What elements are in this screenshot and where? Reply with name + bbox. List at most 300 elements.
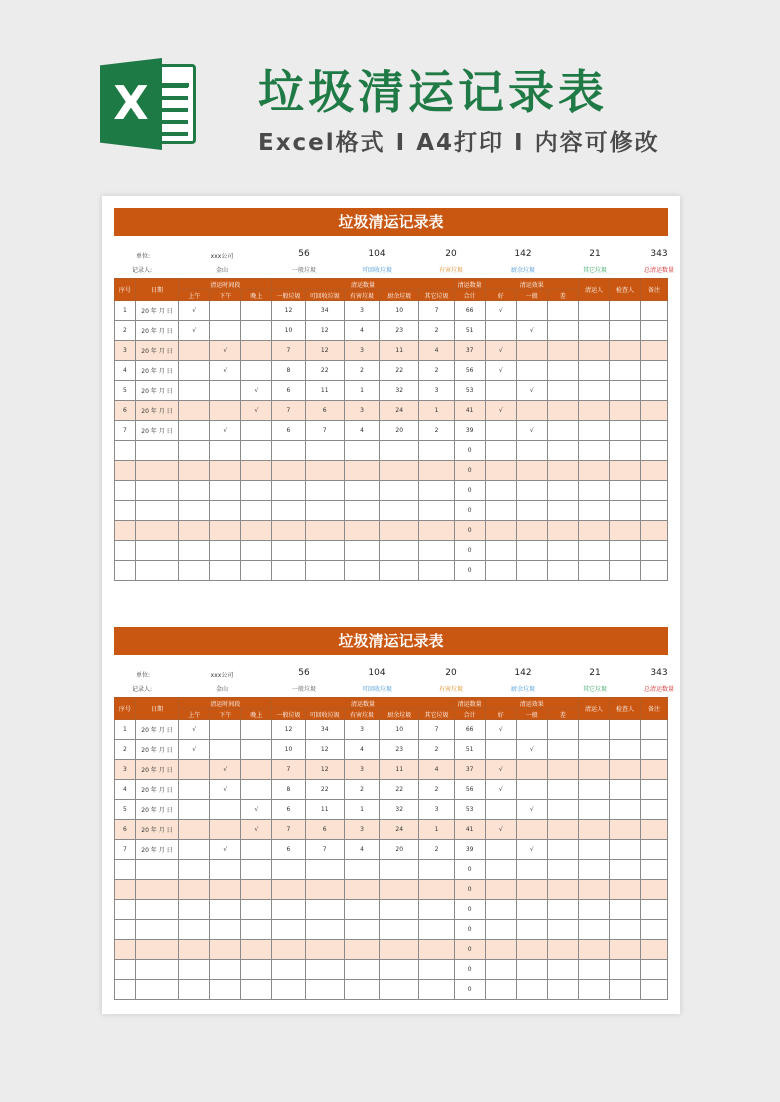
table-cell[interactable]: 5 [115, 800, 136, 820]
table-cell[interactable] [272, 960, 305, 980]
table-cell[interactable] [115, 900, 136, 920]
table-cell[interactable]: √ [485, 301, 516, 321]
table-cell[interactable]: 2 [419, 780, 454, 800]
table-cell[interactable]: 37 [454, 341, 485, 361]
table-cell[interactable] [516, 760, 547, 780]
table-cell[interactable] [241, 760, 272, 780]
table-cell[interactable] [241, 561, 272, 581]
table-cell[interactable] [272, 441, 305, 461]
table-cell[interactable] [115, 860, 136, 880]
table-cell[interactable] [241, 441, 272, 461]
table-cell[interactable] [578, 920, 609, 940]
table-cell[interactable] [135, 980, 178, 1000]
table-cell[interactable]: 41 [454, 820, 485, 840]
table-cell[interactable] [547, 561, 578, 581]
table-cell[interactable]: 6 [272, 800, 305, 820]
table-cell[interactable] [419, 541, 454, 561]
table-cell[interactable] [641, 960, 668, 980]
table-cell[interactable] [547, 820, 578, 840]
table-cell[interactable] [578, 461, 609, 481]
table-cell[interactable] [578, 840, 609, 860]
table-cell[interactable]: 0 [454, 461, 485, 481]
table-cell[interactable] [344, 501, 379, 521]
table-cell[interactable] [578, 940, 609, 960]
table-cell[interactable]: 20 [380, 421, 419, 441]
table-cell[interactable] [485, 740, 516, 760]
table-cell[interactable]: √ [485, 820, 516, 840]
table-cell[interactable] [516, 441, 547, 461]
table-cell[interactable] [272, 481, 305, 501]
table-cell[interactable] [578, 321, 609, 341]
table-cell[interactable] [241, 880, 272, 900]
table-cell[interactable] [485, 541, 516, 561]
table-cell[interactable] [419, 501, 454, 521]
table-cell[interactable] [344, 541, 379, 561]
table-cell[interactable] [578, 860, 609, 880]
table-cell[interactable] [485, 321, 516, 341]
table-cell[interactable] [609, 920, 640, 940]
table-cell[interactable] [241, 740, 272, 760]
table-cell[interactable]: 3 [419, 800, 454, 820]
table-cell[interactable] [179, 381, 210, 401]
table-cell[interactable] [115, 960, 136, 980]
table-cell[interactable] [641, 361, 668, 381]
table-cell[interactable] [485, 521, 516, 541]
table-cell[interactable] [578, 301, 609, 321]
table-cell[interactable] [241, 780, 272, 800]
table-cell[interactable] [305, 521, 344, 541]
table-cell[interactable]: 12 [305, 321, 344, 341]
table-cell[interactable]: 6 [272, 840, 305, 860]
table-cell[interactable] [578, 820, 609, 840]
table-cell[interactable] [609, 401, 640, 421]
table-cell[interactable] [179, 541, 210, 561]
table-cell[interactable] [641, 760, 668, 780]
table-cell[interactable] [305, 880, 344, 900]
table-cell[interactable] [547, 780, 578, 800]
table-cell[interactable] [272, 501, 305, 521]
table-cell[interactable] [115, 940, 136, 960]
table-cell[interactable]: 0 [454, 860, 485, 880]
table-cell[interactable] [419, 900, 454, 920]
table-cell[interactable] [344, 960, 379, 980]
table-cell[interactable] [179, 481, 210, 501]
table-cell[interactable]: 22 [305, 780, 344, 800]
table-cell[interactable]: √ [210, 780, 241, 800]
table-cell[interactable] [609, 481, 640, 501]
table-cell[interactable] [419, 481, 454, 501]
table-cell[interactable]: 3 [344, 760, 379, 780]
table-cell[interactable] [419, 940, 454, 960]
table-cell[interactable] [578, 880, 609, 900]
table-cell[interactable]: 56 [454, 780, 485, 800]
table-cell[interactable]: 20 年 月 日 [135, 720, 178, 740]
table-cell[interactable] [516, 361, 547, 381]
table-cell[interactable] [485, 960, 516, 980]
table-cell[interactable]: 1 [115, 301, 136, 321]
table-cell[interactable] [210, 301, 241, 321]
table-cell[interactable] [516, 401, 547, 421]
table-cell[interactable]: 4 [344, 740, 379, 760]
table-cell[interactable]: 1 [344, 381, 379, 401]
table-cell[interactable] [516, 860, 547, 880]
table-cell[interactable]: 0 [454, 541, 485, 561]
table-cell[interactable]: √ [485, 780, 516, 800]
table-cell[interactable] [609, 561, 640, 581]
table-cell[interactable]: 1 [344, 800, 379, 820]
table-cell[interactable] [272, 900, 305, 920]
table-cell[interactable] [272, 920, 305, 940]
table-cell[interactable] [485, 860, 516, 880]
table-cell[interactable] [419, 920, 454, 940]
table-cell[interactable] [115, 980, 136, 1000]
table-cell[interactable]: 4 [115, 361, 136, 381]
table-cell[interactable] [179, 760, 210, 780]
table-cell[interactable]: 2 [419, 840, 454, 860]
table-cell[interactable] [609, 461, 640, 481]
table-cell[interactable]: 3 [344, 401, 379, 421]
table-cell[interactable]: 2 [419, 361, 454, 381]
table-cell[interactable]: 10 [272, 740, 305, 760]
table-cell[interactable] [179, 501, 210, 521]
table-cell[interactable]: 20 年 月 日 [135, 401, 178, 421]
table-cell[interactable] [115, 561, 136, 581]
table-cell[interactable] [485, 461, 516, 481]
table-cell[interactable]: 7 [115, 421, 136, 441]
table-cell[interactable]: 20 年 月 日 [135, 361, 178, 381]
table-cell[interactable] [609, 820, 640, 840]
table-cell[interactable] [547, 521, 578, 541]
table-cell[interactable] [609, 780, 640, 800]
table-cell[interactable]: 6 [115, 820, 136, 840]
table-cell[interactable] [380, 481, 419, 501]
table-cell[interactable]: 4 [115, 780, 136, 800]
table-cell[interactable] [578, 521, 609, 541]
table-cell[interactable] [419, 521, 454, 541]
table-cell[interactable]: 11 [305, 381, 344, 401]
table-cell[interactable] [179, 960, 210, 980]
table-cell[interactable]: √ [516, 421, 547, 441]
table-cell[interactable] [578, 960, 609, 980]
table-cell[interactable]: √ [516, 800, 547, 820]
table-cell[interactable]: 6 [305, 401, 344, 421]
table-cell[interactable] [578, 341, 609, 361]
table-cell[interactable] [210, 381, 241, 401]
table-cell[interactable] [516, 341, 547, 361]
table-cell[interactable]: 20 年 月 日 [135, 760, 178, 780]
table-cell[interactable] [135, 461, 178, 481]
table-cell[interactable] [344, 860, 379, 880]
table-cell[interactable]: √ [516, 321, 547, 341]
table-cell[interactable] [609, 900, 640, 920]
table-cell[interactable]: √ [485, 341, 516, 361]
table-cell[interactable] [516, 561, 547, 581]
table-cell[interactable]: 0 [454, 441, 485, 461]
table-cell[interactable]: 23 [380, 740, 419, 760]
table-cell[interactable] [179, 461, 210, 481]
table-cell[interactable]: √ [241, 800, 272, 820]
table-cell[interactable] [135, 441, 178, 461]
table-cell[interactable]: 32 [380, 800, 419, 820]
table-cell[interactable] [115, 920, 136, 940]
table-cell[interactable] [609, 960, 640, 980]
table-cell[interactable] [272, 561, 305, 581]
table-cell[interactable] [547, 321, 578, 341]
table-cell[interactable]: 2 [344, 361, 379, 381]
table-cell[interactable] [547, 760, 578, 780]
table-cell[interactable] [641, 561, 668, 581]
table-cell[interactable]: √ [210, 760, 241, 780]
table-cell[interactable]: 56 [454, 361, 485, 381]
table-cell[interactable]: √ [241, 381, 272, 401]
table-cell[interactable] [485, 980, 516, 1000]
table-cell[interactable]: 12 [305, 740, 344, 760]
table-cell[interactable] [135, 940, 178, 960]
table-cell[interactable] [641, 720, 668, 740]
table-cell[interactable]: √ [179, 321, 210, 341]
table-cell[interactable]: 20 年 月 日 [135, 321, 178, 341]
table-cell[interactable] [179, 341, 210, 361]
table-cell[interactable] [135, 900, 178, 920]
table-cell[interactable] [516, 461, 547, 481]
table-cell[interactable]: √ [210, 840, 241, 860]
table-cell[interactable] [516, 720, 547, 740]
table-cell[interactable] [210, 980, 241, 1000]
table-cell[interactable] [641, 940, 668, 960]
table-cell[interactable] [380, 920, 419, 940]
table-cell[interactable]: √ [179, 740, 210, 760]
table-cell[interactable] [578, 900, 609, 920]
table-cell[interactable] [115, 880, 136, 900]
table-cell[interactable] [210, 321, 241, 341]
table-cell[interactable] [641, 461, 668, 481]
table-cell[interactable]: √ [485, 361, 516, 381]
table-cell[interactable]: 3 [115, 341, 136, 361]
table-cell[interactable] [344, 521, 379, 541]
table-cell[interactable] [210, 501, 241, 521]
table-cell[interactable] [241, 900, 272, 920]
table-cell[interactable] [179, 780, 210, 800]
table-cell[interactable] [380, 980, 419, 1000]
table-cell[interactable] [578, 441, 609, 461]
table-cell[interactable] [547, 880, 578, 900]
table-cell[interactable] [344, 900, 379, 920]
table-cell[interactable] [609, 301, 640, 321]
table-cell[interactable] [305, 920, 344, 940]
table-cell[interactable] [241, 341, 272, 361]
table-cell[interactable] [485, 421, 516, 441]
table-cell[interactable] [210, 800, 241, 820]
table-cell[interactable] [516, 980, 547, 1000]
table-cell[interactable] [380, 561, 419, 581]
table-cell[interactable] [547, 341, 578, 361]
table-cell[interactable]: √ [210, 341, 241, 361]
table-cell[interactable] [485, 381, 516, 401]
table-cell[interactable] [516, 780, 547, 800]
table-cell[interactable] [179, 401, 210, 421]
table-cell[interactable]: √ [516, 381, 547, 401]
table-cell[interactable]: 7 [272, 401, 305, 421]
table-cell[interactable] [135, 960, 178, 980]
table-cell[interactable] [641, 780, 668, 800]
table-cell[interactable] [609, 740, 640, 760]
table-cell[interactable]: √ [210, 361, 241, 381]
table-cell[interactable] [419, 860, 454, 880]
table-cell[interactable] [179, 900, 210, 920]
table-cell[interactable] [641, 381, 668, 401]
table-cell[interactable] [135, 501, 178, 521]
table-cell[interactable]: 23 [380, 321, 419, 341]
table-cell[interactable] [609, 840, 640, 860]
table-cell[interactable] [578, 401, 609, 421]
table-cell[interactable] [241, 461, 272, 481]
table-cell[interactable]: √ [241, 401, 272, 421]
table-cell[interactable] [547, 860, 578, 880]
table-cell[interactable] [641, 421, 668, 441]
table-cell[interactable] [578, 760, 609, 780]
table-cell[interactable]: 2 [419, 740, 454, 760]
table-cell[interactable]: 0 [454, 521, 485, 541]
table-cell[interactable]: 3 [419, 381, 454, 401]
table-cell[interactable]: 24 [380, 820, 419, 840]
table-cell[interactable] [272, 860, 305, 880]
table-cell[interactable] [641, 501, 668, 521]
table-cell[interactable] [485, 940, 516, 960]
table-cell[interactable]: 3 [115, 760, 136, 780]
table-cell[interactable]: 11 [380, 341, 419, 361]
table-cell[interactable]: 6 [115, 401, 136, 421]
table-cell[interactable]: 1 [419, 401, 454, 421]
table-cell[interactable] [516, 301, 547, 321]
table-cell[interactable]: 12 [272, 301, 305, 321]
table-cell[interactable] [516, 501, 547, 521]
table-cell[interactable] [241, 321, 272, 341]
table-cell[interactable]: 0 [454, 900, 485, 920]
table-cell[interactable] [485, 501, 516, 521]
table-cell[interactable] [305, 481, 344, 501]
table-cell[interactable] [344, 980, 379, 1000]
table-cell[interactable] [241, 720, 272, 740]
table-cell[interactable] [516, 920, 547, 940]
table-cell[interactable] [485, 900, 516, 920]
table-cell[interactable] [179, 920, 210, 940]
table-cell[interactable]: 2 [115, 321, 136, 341]
table-cell[interactable]: √ [179, 720, 210, 740]
table-cell[interactable]: √ [485, 720, 516, 740]
table-cell[interactable] [578, 740, 609, 760]
table-cell[interactable] [179, 361, 210, 381]
table-cell[interactable]: 12 [305, 341, 344, 361]
table-cell[interactable]: 20 年 月 日 [135, 740, 178, 760]
table-cell[interactable]: 12 [272, 720, 305, 740]
table-cell[interactable]: 20 [380, 840, 419, 860]
table-cell[interactable] [547, 441, 578, 461]
table-cell[interactable] [179, 980, 210, 1000]
table-cell[interactable] [344, 940, 379, 960]
table-cell[interactable]: 3 [344, 820, 379, 840]
table-cell[interactable] [272, 541, 305, 561]
table-cell[interactable]: 6 [272, 421, 305, 441]
table-cell[interactable]: 4 [419, 760, 454, 780]
table-cell[interactable]: √ [179, 301, 210, 321]
table-cell[interactable] [516, 481, 547, 501]
table-cell[interactable] [547, 401, 578, 421]
table-cell[interactable] [305, 541, 344, 561]
table-cell[interactable] [609, 760, 640, 780]
table-cell[interactable] [241, 301, 272, 321]
table-cell[interactable] [241, 481, 272, 501]
table-cell[interactable]: 7 [305, 840, 344, 860]
table-cell[interactable] [135, 561, 178, 581]
table-cell[interactable] [641, 441, 668, 461]
table-cell[interactable] [609, 541, 640, 561]
table-cell[interactable] [609, 501, 640, 521]
table-cell[interactable] [272, 980, 305, 1000]
table-cell[interactable] [210, 481, 241, 501]
table-cell[interactable] [241, 421, 272, 441]
table-cell[interactable] [179, 880, 210, 900]
table-cell[interactable] [305, 960, 344, 980]
table-cell[interactable] [380, 940, 419, 960]
table-cell[interactable] [210, 521, 241, 541]
table-cell[interactable] [179, 441, 210, 461]
table-cell[interactable] [179, 421, 210, 441]
table-cell[interactable] [419, 461, 454, 481]
table-cell[interactable] [516, 900, 547, 920]
table-cell[interactable] [641, 541, 668, 561]
table-cell[interactable] [115, 521, 136, 541]
table-cell[interactable]: 0 [454, 960, 485, 980]
table-cell[interactable] [578, 561, 609, 581]
table-cell[interactable]: 5 [115, 381, 136, 401]
table-cell[interactable]: 22 [305, 361, 344, 381]
table-cell[interactable] [305, 940, 344, 960]
table-cell[interactable] [344, 880, 379, 900]
table-cell[interactable] [547, 421, 578, 441]
table-cell[interactable] [641, 820, 668, 840]
table-cell[interactable]: 10 [380, 720, 419, 740]
table-cell[interactable]: 0 [454, 561, 485, 581]
table-cell[interactable] [115, 461, 136, 481]
table-cell[interactable] [380, 521, 419, 541]
table-cell[interactable] [578, 800, 609, 820]
table-cell[interactable]: 20 年 月 日 [135, 820, 178, 840]
table-cell[interactable] [380, 501, 419, 521]
table-cell[interactable] [419, 561, 454, 581]
table-cell[interactable]: 53 [454, 381, 485, 401]
table-cell[interactable] [241, 840, 272, 860]
table-cell[interactable] [210, 880, 241, 900]
table-cell[interactable] [210, 960, 241, 980]
table-cell[interactable] [609, 720, 640, 740]
table-cell[interactable]: 20 年 月 日 [135, 381, 178, 401]
table-cell[interactable]: √ [516, 740, 547, 760]
table-cell[interactable] [641, 301, 668, 321]
table-cell[interactable] [547, 541, 578, 561]
table-cell[interactable] [210, 401, 241, 421]
table-cell[interactable] [609, 321, 640, 341]
table-cell[interactable]: 3 [344, 301, 379, 321]
table-cell[interactable] [547, 800, 578, 820]
table-cell[interactable] [641, 900, 668, 920]
table-cell[interactable] [380, 900, 419, 920]
table-cell[interactable] [516, 521, 547, 541]
table-cell[interactable]: 10 [380, 301, 419, 321]
table-cell[interactable]: 51 [454, 321, 485, 341]
table-cell[interactable] [609, 940, 640, 960]
table-cell[interactable] [641, 740, 668, 760]
table-cell[interactable] [344, 461, 379, 481]
